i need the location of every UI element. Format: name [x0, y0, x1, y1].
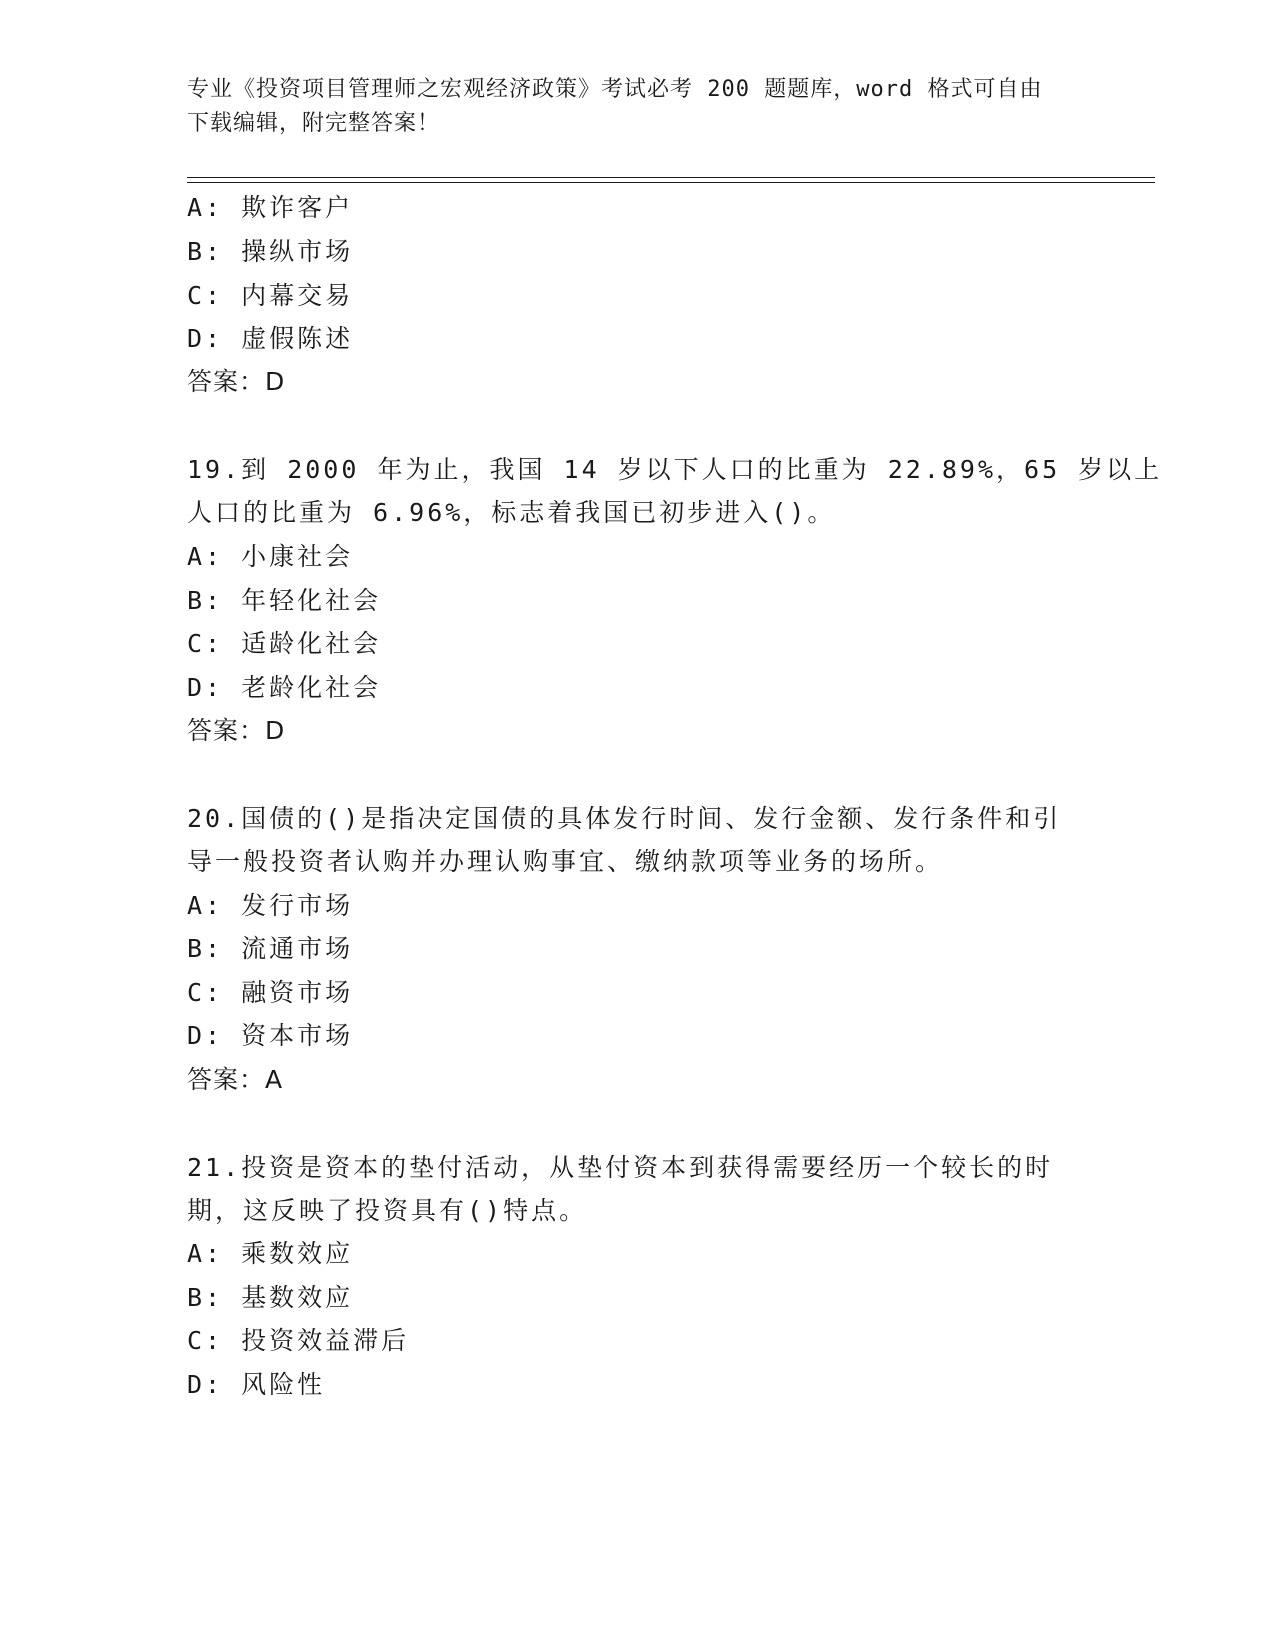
- option-c: C: 适龄化社会: [187, 629, 382, 658]
- answer: 答案：A: [187, 1065, 284, 1094]
- option-c: C: 内幕交易: [187, 281, 354, 310]
- option-d: D: 资本市场: [187, 1021, 354, 1050]
- header-divider-top: [187, 177, 1155, 178]
- option-c: C: 融资市场: [187, 978, 354, 1007]
- option-b: B: 基数效应: [187, 1283, 354, 1312]
- question-stem-line-1: 19.到 2000 年为止，我国 14 岁以下人口的比重为 22.89%，65 岁以上: [187, 455, 1163, 484]
- header-line-2: 下载编辑，附完整答案！: [187, 111, 441, 136]
- question-stem-line-1: 20.国债的()是指决定国债的具体发行时间、发行金额、发行条件和引: [187, 804, 1062, 833]
- answer: 答案：D: [187, 716, 286, 745]
- option-b: B: 操纵市场: [187, 237, 354, 266]
- option-a: A: 欺诈客户: [187, 193, 354, 222]
- option-d: D: 老龄化社会: [187, 673, 382, 702]
- option-a: A: 发行市场: [187, 891, 354, 920]
- question-stem-line-2: 期，这反映了投资具有()特点。: [187, 1196, 588, 1225]
- answer: 答案：D: [187, 367, 286, 396]
- option-d: D: 虚假陈述: [187, 324, 354, 353]
- option-a: A: 乘数效应: [187, 1239, 354, 1268]
- option-d: D: 风险性: [187, 1370, 326, 1399]
- header-line-1: 专业《投资项目管理师之宏观经济政策》考试必考 200 题题库，word 格式可自由: [187, 77, 1043, 102]
- question-stem-line-2: 人口的比重为 6.96%，标志着我国已初步进入()。: [187, 498, 836, 527]
- question-stem-line-2: 导一般投资者认购并办理认购事宜、缴纳款项等业务的场所。: [187, 847, 944, 876]
- option-b: B: 流通市场: [187, 934, 354, 963]
- option-c: C: 投资效益滞后: [187, 1326, 410, 1355]
- header-divider-bottom: [187, 182, 1155, 183]
- document-header: [187, 73, 1067, 141]
- question-stem-line-1: 21.投资是资本的垫付活动，从垫付资本到获得需要经历一个较长的时: [187, 1153, 1054, 1182]
- option-a: A: 小康社会: [187, 542, 354, 571]
- option-b: B: 年轻化社会: [187, 586, 382, 615]
